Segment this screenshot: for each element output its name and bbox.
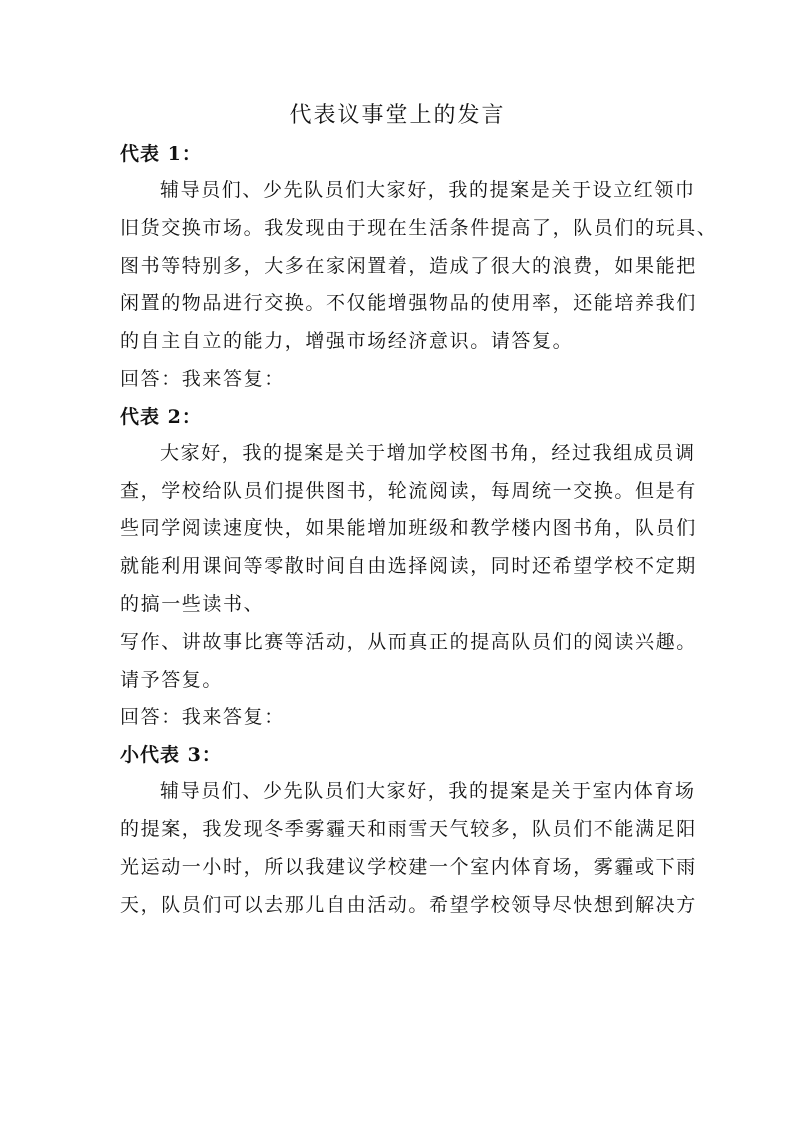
text-line: 天，队员们可以去那儿自由活动。希望学校领导尽快想到解决方 xyxy=(120,893,697,916)
text-line: 闲置的物品进行交换。不仅能增强物品的使用率，还能培养我们 xyxy=(120,292,697,315)
section-heading: 代表 1： xyxy=(120,143,202,165)
speech-section-2 xyxy=(120,399,697,737)
text-line: 查，学校给队员们提供图书，轮流阅读，每周统一交换。但是有 xyxy=(120,479,697,502)
text-line: 的搞一些读书、 xyxy=(120,592,265,615)
text-line: 的自主自立的能力，增强市场经济意识。请答复。 xyxy=(120,330,574,353)
text-line: 些同学阅读速度快，如果能增加班级和教学楼内图书角，队员们 xyxy=(120,517,697,540)
section-heading: 代表 2： xyxy=(120,405,202,428)
speech-section-1 xyxy=(120,136,718,399)
text-line: 旧货交换市场。我发现由于现在生活条件提高了，队员们的玩具、 xyxy=(120,216,718,239)
text-line: 的提案，我发现冬季雾霾天和雨雪天气较多，队员们不能满足阳 xyxy=(120,817,697,840)
proposal-paragraph xyxy=(120,172,718,361)
proposal-paragraph xyxy=(120,435,697,700)
text-line: 写作、讲故事比赛等活动，从而真正的提高队员们的阅读兴趣。 xyxy=(120,630,697,653)
document-page xyxy=(120,96,718,924)
answer-line: 回答：我来答复： xyxy=(120,706,285,729)
text-line: 请予答复。 xyxy=(120,668,224,691)
text-line: 光运动一小时，所以我建议学校建一个室内体育场，雾霾或下雨 xyxy=(120,855,697,878)
section-heading: 小代表 3： xyxy=(120,744,222,767)
text-line: 辅导员们、少先队员们大家好，我的提案是关于设立红领巾 xyxy=(160,179,696,201)
answer-line: 回答：我来答复： xyxy=(120,367,285,390)
speech-section-3 xyxy=(120,737,697,924)
text-line: 大家好，我的提案是关于增加学校图书角，经过我组成员调 xyxy=(160,441,696,464)
text-line: 辅导员们、少先队员们大家好，我的提案是关于室内体育场 xyxy=(160,780,696,803)
text-line: 就能利用课间等零散时间自由选择阅读，同时还希望学校不定期 xyxy=(120,555,697,578)
document-title: 代表议事堂上的发言 xyxy=(289,103,506,128)
text-line: 图书等特别多，大多在家闲置着，造成了很大的浪费，如果能把 xyxy=(120,254,697,277)
proposal-paragraph xyxy=(120,773,697,924)
